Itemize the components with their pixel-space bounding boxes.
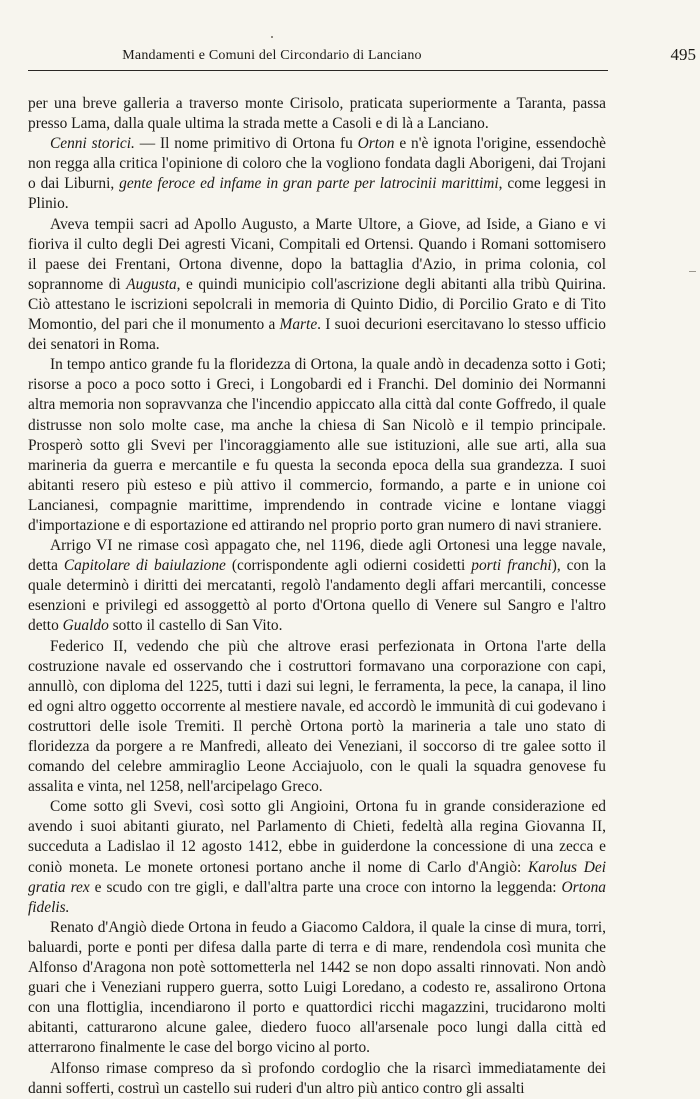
text-run: ), con la quale determinò i diritti dei mercatanti, regolò l'andamento degli affari mercantili, concesse esenzioni e privilegi ed assoggettò al porto d'Ortona quello di Venere sul Sangro e l'altro detto [28,557,606,635]
text-run: , come leggesi in Plinio. [28,175,606,213]
print-speck [271,36,273,38]
text-run: In tempo antico grande fu la floridezza di Ortona, la quale andò in decadenza sotto i Goti; risorse a poco a poco sotto i Greci, i Longobardi ed i Franchi. Del dominio dei Normanni altra memoria non sopravvanza che l'incendio appiccato alla città dal conte Goffredo, il quale distrusse non solo molte case, ma anche la chiesa di San Nicolò e il tempio principale. Prosperò sotto gli Svevi per l'incoraggiamento alle sue istituzioni, alle sue arti, alla sua marineria da guerra e mercantile e fu questa la seconda epoca della sua grandezza. I suoi abitanti resero più esteso e più attivo il commercio, formando, a parte e in unione coi Lancianesi, compagnie marittime, imprendendo in contrade vicine e lontane viaggi d'importazione e di esportazione ed attirando nel proprio porto gran numero di navi straniere. [28,356,606,534]
italic-text: Cenni storici. [50,135,135,153]
italic-text: Orton [357,135,395,153]
italic-text: gente feroce ed infame in gran parte per latrocinii marittimi [119,175,499,193]
text-run: (corrispondente agli odierni cosidetti [225,557,472,575]
text-run: . I suoi decurioni esercitavano lo stesso ufficio dei senatori in Roma. [28,316,606,354]
text-run: Alfonso rimase compreso da sì profondo cordoglio che la risarcì immediatamente dei danni sofferti, costruì un castello sui ruderi d'un altro più antico contro gli assalti [28,1059,606,1097]
paragraph [28,1059,606,1099]
text-run: , e quindi municipio coll'ascrizione degli abitanti alla tribù Quirina. Ciò attestano le iscrizioni sepolcrali in memoria di Quinto Didio, di Porcilio Grato e di Tito Momontio, del pari che il monumento a [28,275,606,334]
italic-text: Capitolare di baiulazione [63,557,226,575]
text-run: per una breve galleria a traverso monte Cirisolo, praticata superiormente a Taranta, passa presso Lama, dalla quale ultima la strada mette a Casoli e di là a Lanciano. [28,95,606,133]
paragraph [28,215,606,356]
text-run: sotto il castello di San Vito. [108,617,283,635]
text-run: Arrigo VI ne rimase così appagato che, nel 1196, diede agli Ortonesi una legge navale, detta [28,537,606,575]
italic-text: Augusta [126,275,177,293]
running-title: Mandamenti e Comuni del Circondario di Lanciano [122,48,422,63]
paragraph [28,918,606,1059]
text-run: Renato d'Angiò diede Ortona in feudo a Giacomo Caldora, il quale la cinse di mura, torri, baluardi, porte e ponti per difesa dalla parte di terra e di mare, rendendola così munita che Alfonso d'Aragona non potè sottometterla nel 1442 se non dopo assalti rinnovati. Non andò guari che i Veneziani ruppero guerra, sotto Luigi Loredano, a codesto re, assalirono Ortona con una flottiglia, incendiarono il porto e quattordici ricchi magazzini, trucidarono molti abitanti, catturarono alcune galee, diedero fuoco all'arsenale poco lungi dalla città ed atterrarono finalmente le case del borgo vicino al porto. [28,918,606,1057]
paragraph [28,355,606,536]
page-number: 495 [670,45,696,64]
text-run: — Il nome primitivo di Ortona fu [134,135,358,153]
text-run: e n'è ignota l'origine, essendochè non regga alla critica l'opinione di coloro che la vogliono fondata dagli Aborigeni, dai Trojani o dai Liburni, [28,135,606,193]
paragraph [28,637,606,798]
italic-text: Marte [279,316,318,334]
page-header [28,45,696,71]
text-run: Come sotto gli Svevi, così sotto gli Angioini, Ortona fu in grande considerazione ed avendo i suoi abitanti giurato, nel Parlamento di Chieti, fedeltà alla regina Giovanna II, succeduta a Ladislao il 12 agosto 1412, ebbe in guiderdone la concessione di una zecca e coniò moneta. Le monete ortonesi portano anche il nome di Carlo d'Angiò: [28,798,606,876]
paragraph [28,134,606,214]
italic-text: Karolus Dei gratia rex [28,858,606,896]
paragraph [28,797,606,918]
paragraph [28,94,606,134]
text-run: e scudo con tre gigli, e dall'altra parte una croce con intorno la leggenda: [89,878,562,896]
italic-text: Gualdo [62,617,109,635]
italic-text: porti franchi [471,557,552,575]
italic-text: Ortona fidelis. [28,878,606,916]
text-run: Aveva tempii sacri ad Apollo Augusto, a Marte Ultore, a Giove, ad Iside, a Giano e vi fioriva il culto degli Dei agresti Vicani, Compitali ed Ortensi. Quando i Romani sottomisero il paese dei Frentani, Ortona divenne, dopo la battaglia d'Azio, in prima colonia, col soprannome di [28,215,606,293]
text-run: Federico II, vedendo che più che altrove erasi perfezionata in Ortona l'arte della costruzione navale ed osservando che i costruttori formavano una corporazione con capi, annullò, con diploma del 1225, tutti i dazi sui legni, le ferramenta, la pece, la canapa, il lino ed ogni altro oggetto occorrente al mestiere navale, ed accordò le immunità di cui godevano i costruttori delle isole Tremiti. Il perchè Ortona portò la marineria a tale uno stato di floridezza da porgere a re Manfredi, alleato dei Veneziani, il soccorso di tre galee sotto il comando del celebre ammiraglio Leone Acciajuolo, con le quali la squadra genovese fu assalita e vinta, nel 1258, nell'arcipelago Greco. [28,637,606,796]
paragraph [28,536,606,636]
body-text [28,94,606,1099]
margin-mark [689,271,696,272]
